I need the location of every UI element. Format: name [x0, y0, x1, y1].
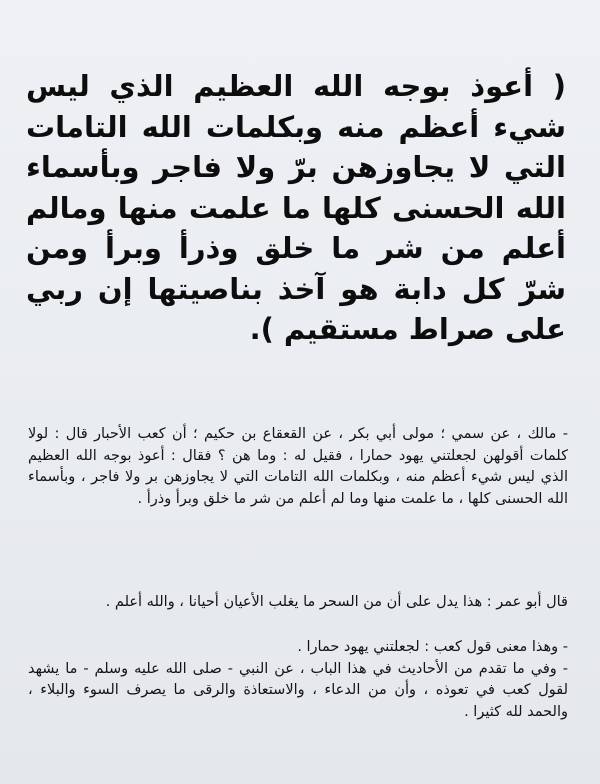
commentary-paragraph: قال أبو عمر : هذا يدل على أن من السحر ما يغلب الأعيان أحيانا ، والله أعلم . — [105, 594, 568, 610]
note-line-1: - وهذا معنى قول كعب : لجعلتني يهود حمارا . — [297, 639, 568, 655]
note-line-2: - وفي ما تقدم من الأحاديث في هذا الباب ، عن النبي - صلى الله عليه وسلم - ما يشهد لقول كعب في تعوذه ، وأن من الدعاء ، والاستعاذة والرقى ما يصرف السوء والبلاء ، والحمد لله كثيرا . — [28, 660, 568, 720]
notes-block — [28, 637, 568, 723]
supplication-text: ( أعوذ بوجه الله العظيم الذي ليس شيء أعظم منه وبكلمات الله التامات التي لا يجاوزهن برّ ولا فاجر وبأسماء الله الحسنى كلها ما علمت منها ومالم أعلم من شر ما خلق وذرأ وبرأ ومن شرّ كل دابة هو آخذ بناصيتها إن ربي على صراط مستقيم ). — [26, 69, 566, 346]
narration-paragraph: - مالك ، عن سمي ؛ مولى أبي بكر ، عن القعقاع بن حكيم ؛ أن كعب الأحبار قال : لولا كلمات أقولهن لجعلتني يهود حمارا ، فقيل له : وما هن ؟ فقال : أعوذ بوجه الله العظيم الذي ليس شيء أعظم منه ، وبكلمات الله التامات التي لا يجاوزهن بر ولا فاجر ، وبأسماء الله الحسنى كلها ، ما علمت منها وما لم أعلم من شر ما خلق وبرأ وذرأ . — [28, 426, 568, 507]
